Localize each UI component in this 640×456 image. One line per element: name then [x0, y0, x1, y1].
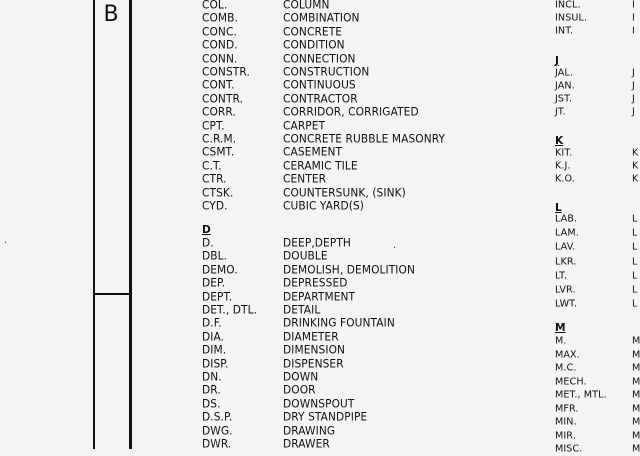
definition-clipped: J: [632, 67, 635, 79]
abbreviation: CSMT.: [202, 146, 235, 159]
abbreviation: DEPT.: [202, 290, 233, 304]
definition-clipped: L: [632, 284, 638, 296]
definition: CERAMIC TILE: [283, 159, 358, 173]
definition: CONNECTION: [283, 52, 356, 66]
abbreviation: DIM.: [202, 344, 227, 357]
definition: DOOR: [283, 384, 316, 397]
abbreviation: CONN.: [202, 52, 238, 66]
definition-clipped: K: [632, 147, 639, 159]
definition-clipped: M: [632, 402, 640, 415]
abbreviation: DN.: [202, 371, 222, 384]
definition: CARPET: [283, 119, 326, 133]
abbreviation: JAN.: [555, 80, 575, 92]
abbreviation: DWR.: [202, 438, 232, 451]
abbreviation: MIR.: [555, 429, 576, 442]
abbreviation: C.R.M.: [202, 133, 237, 146]
abbreviation: CYD.: [202, 200, 228, 213]
abbreviation: MECH.: [555, 375, 587, 388]
definition-clipped: L: [632, 269, 638, 282]
abbreviation: INSUL.: [555, 12, 588, 24]
definition: DIAMETER: [283, 330, 339, 344]
definition: CASEMENT: [283, 146, 343, 159]
definition: CORRIDOR, CORRIGATED: [283, 106, 419, 119]
definition: CONCRETE RUBBLE MASONRY: [283, 133, 446, 146]
section-letter: B: [103, 2, 119, 27]
abbreviation: INT.: [555, 25, 574, 37]
definition: DRAWER: [283, 438, 330, 451]
abbreviation: DEP.: [202, 277, 226, 290]
abbreviation: DBL.: [202, 250, 228, 263]
abbreviation: LAV.: [555, 241, 576, 253]
definition-clipped: L: [632, 298, 638, 310]
group-header-l: L: [555, 202, 562, 214]
definition: DEEP,DEPTH: [283, 237, 351, 250]
definition-clipped: L: [632, 227, 638, 239]
section-column: [93, 0, 132, 449]
abbreviation: D.: [202, 237, 214, 250]
definition: CONSTRUCTION: [283, 66, 370, 79]
group-header-k: K: [555, 135, 564, 147]
abbreviation: MIN.: [555, 416, 577, 428]
scan-speck: ·: [4, 238, 8, 249]
abbreviation: DS.: [202, 397, 221, 411]
abbreviation: LKR.: [555, 255, 577, 268]
definition: COMBINATION: [283, 12, 360, 25]
group-header-m: M: [555, 322, 566, 334]
abbreviation: CPT.: [202, 119, 225, 133]
abbreviation: K.O.: [555, 173, 575, 185]
section-divider: [93, 293, 130, 295]
abbreviation: DEMO.: [202, 263, 238, 277]
definition-clipped: K: [632, 160, 639, 172]
abbreviation: DISP.: [202, 357, 229, 371]
abbreviation: JAL.: [555, 67, 574, 79]
abbreviation: DET., DTL.: [202, 304, 258, 317]
abbreviation: KIT.: [555, 147, 573, 159]
definition-clipped: I: [632, 0, 635, 11]
definition: CONTRACTOR: [283, 92, 358, 106]
abbreviation: LVR.: [555, 284, 576, 296]
definition: DEMOLISH, DEMOLITION: [283, 263, 415, 277]
abbreviation: JST.: [555, 93, 573, 105]
definition: DIMENSION: [283, 344, 346, 357]
definition-clipped: M: [632, 443, 640, 455]
definition-clipped: L: [632, 213, 638, 225]
definition-clipped: M: [632, 335, 640, 347]
definition: CONDITION: [283, 39, 345, 52]
definition-clipped: M: [632, 429, 640, 442]
definition: CONCRETE: [283, 25, 343, 39]
definition-clipped: J: [632, 80, 635, 92]
abbreviation: CORR.: [202, 106, 236, 119]
definition: CONTINUOUS: [283, 79, 356, 92]
definition-clipped: M: [632, 348, 640, 361]
definition: DOWN: [283, 371, 319, 384]
abbreviation: LAM.: [555, 227, 579, 239]
abbreviation: DWG.: [202, 424, 233, 438]
abbreviation: LWT.: [555, 298, 578, 310]
abbreviation: CONC.: [202, 25, 237, 39]
definition-clipped: J: [632, 93, 635, 105]
definition: DISPENSER: [283, 357, 344, 371]
abbreviation: MAX.: [555, 348, 580, 361]
scan-speck: ·: [393, 243, 397, 254]
abbreviation: C.T.: [202, 159, 222, 173]
definition: DOWNSPOUT: [283, 397, 355, 411]
abbreviation: CTSK.: [202, 186, 234, 200]
abbreviation: MFR.: [555, 402, 579, 415]
abbreviation: MISC.: [555, 443, 583, 455]
definition-clipped: L: [632, 241, 638, 253]
abbreviation: DR.: [202, 384, 221, 397]
definition: CUBIC YARD(S): [283, 200, 365, 213]
abbreviation: INCL.: [555, 0, 581, 11]
definition-clipped: K: [632, 173, 639, 185]
abbreviation: CONSTR.: [202, 66, 250, 79]
abbreviation: LT.: [555, 269, 568, 282]
abbreviation: COL.: [202, 0, 228, 12]
abbreviation: COMB.: [202, 12, 239, 25]
definition: DRINKING FOUNTAIN: [283, 317, 395, 330]
abbreviation: K.J.: [555, 160, 571, 172]
abbreviation: CONT.: [202, 79, 235, 92]
definition: DOUBLE: [283, 250, 328, 263]
group-header-d: D: [202, 224, 211, 236]
definition: DRAWING: [283, 424, 336, 438]
group-header-j: J: [555, 55, 559, 67]
definition: COLUMN: [283, 0, 330, 12]
abbreviation: DIA.: [202, 330, 225, 344]
definition-clipped: M: [632, 416, 640, 428]
abbreviation: LAB.: [555, 213, 578, 225]
definition-clipped: I: [632, 12, 635, 24]
definition: DEPRESSED: [283, 277, 348, 290]
definition: DETAIL: [283, 304, 321, 317]
abbreviation: D.S.P.: [202, 411, 233, 424]
definition-clipped: I: [632, 25, 635, 37]
abbreviation: CONTR.: [202, 92, 244, 106]
definition: COUNTERSUNK, (SINK): [283, 186, 406, 200]
definition-clipped: M: [632, 362, 640, 374]
definition-clipped: M: [632, 375, 640, 388]
abbreviation: COND.: [202, 39, 238, 52]
abbreviation: JT.: [555, 106, 566, 118]
definition: DEPARTMENT: [283, 290, 356, 304]
definition: CENTER: [283, 173, 327, 186]
definition-clipped: J: [632, 106, 635, 118]
definition-clipped: L: [632, 255, 638, 268]
abbreviation: CTR.: [202, 173, 227, 186]
abbreviation: M.C.: [555, 362, 577, 374]
abbreviation: M.: [555, 335, 567, 347]
definition: DRY STANDPIPE: [283, 411, 368, 424]
abbreviation: MET., MTL.: [555, 389, 607, 401]
definition-clipped: M: [632, 389, 640, 401]
abbreviation: D.F.: [202, 317, 222, 330]
